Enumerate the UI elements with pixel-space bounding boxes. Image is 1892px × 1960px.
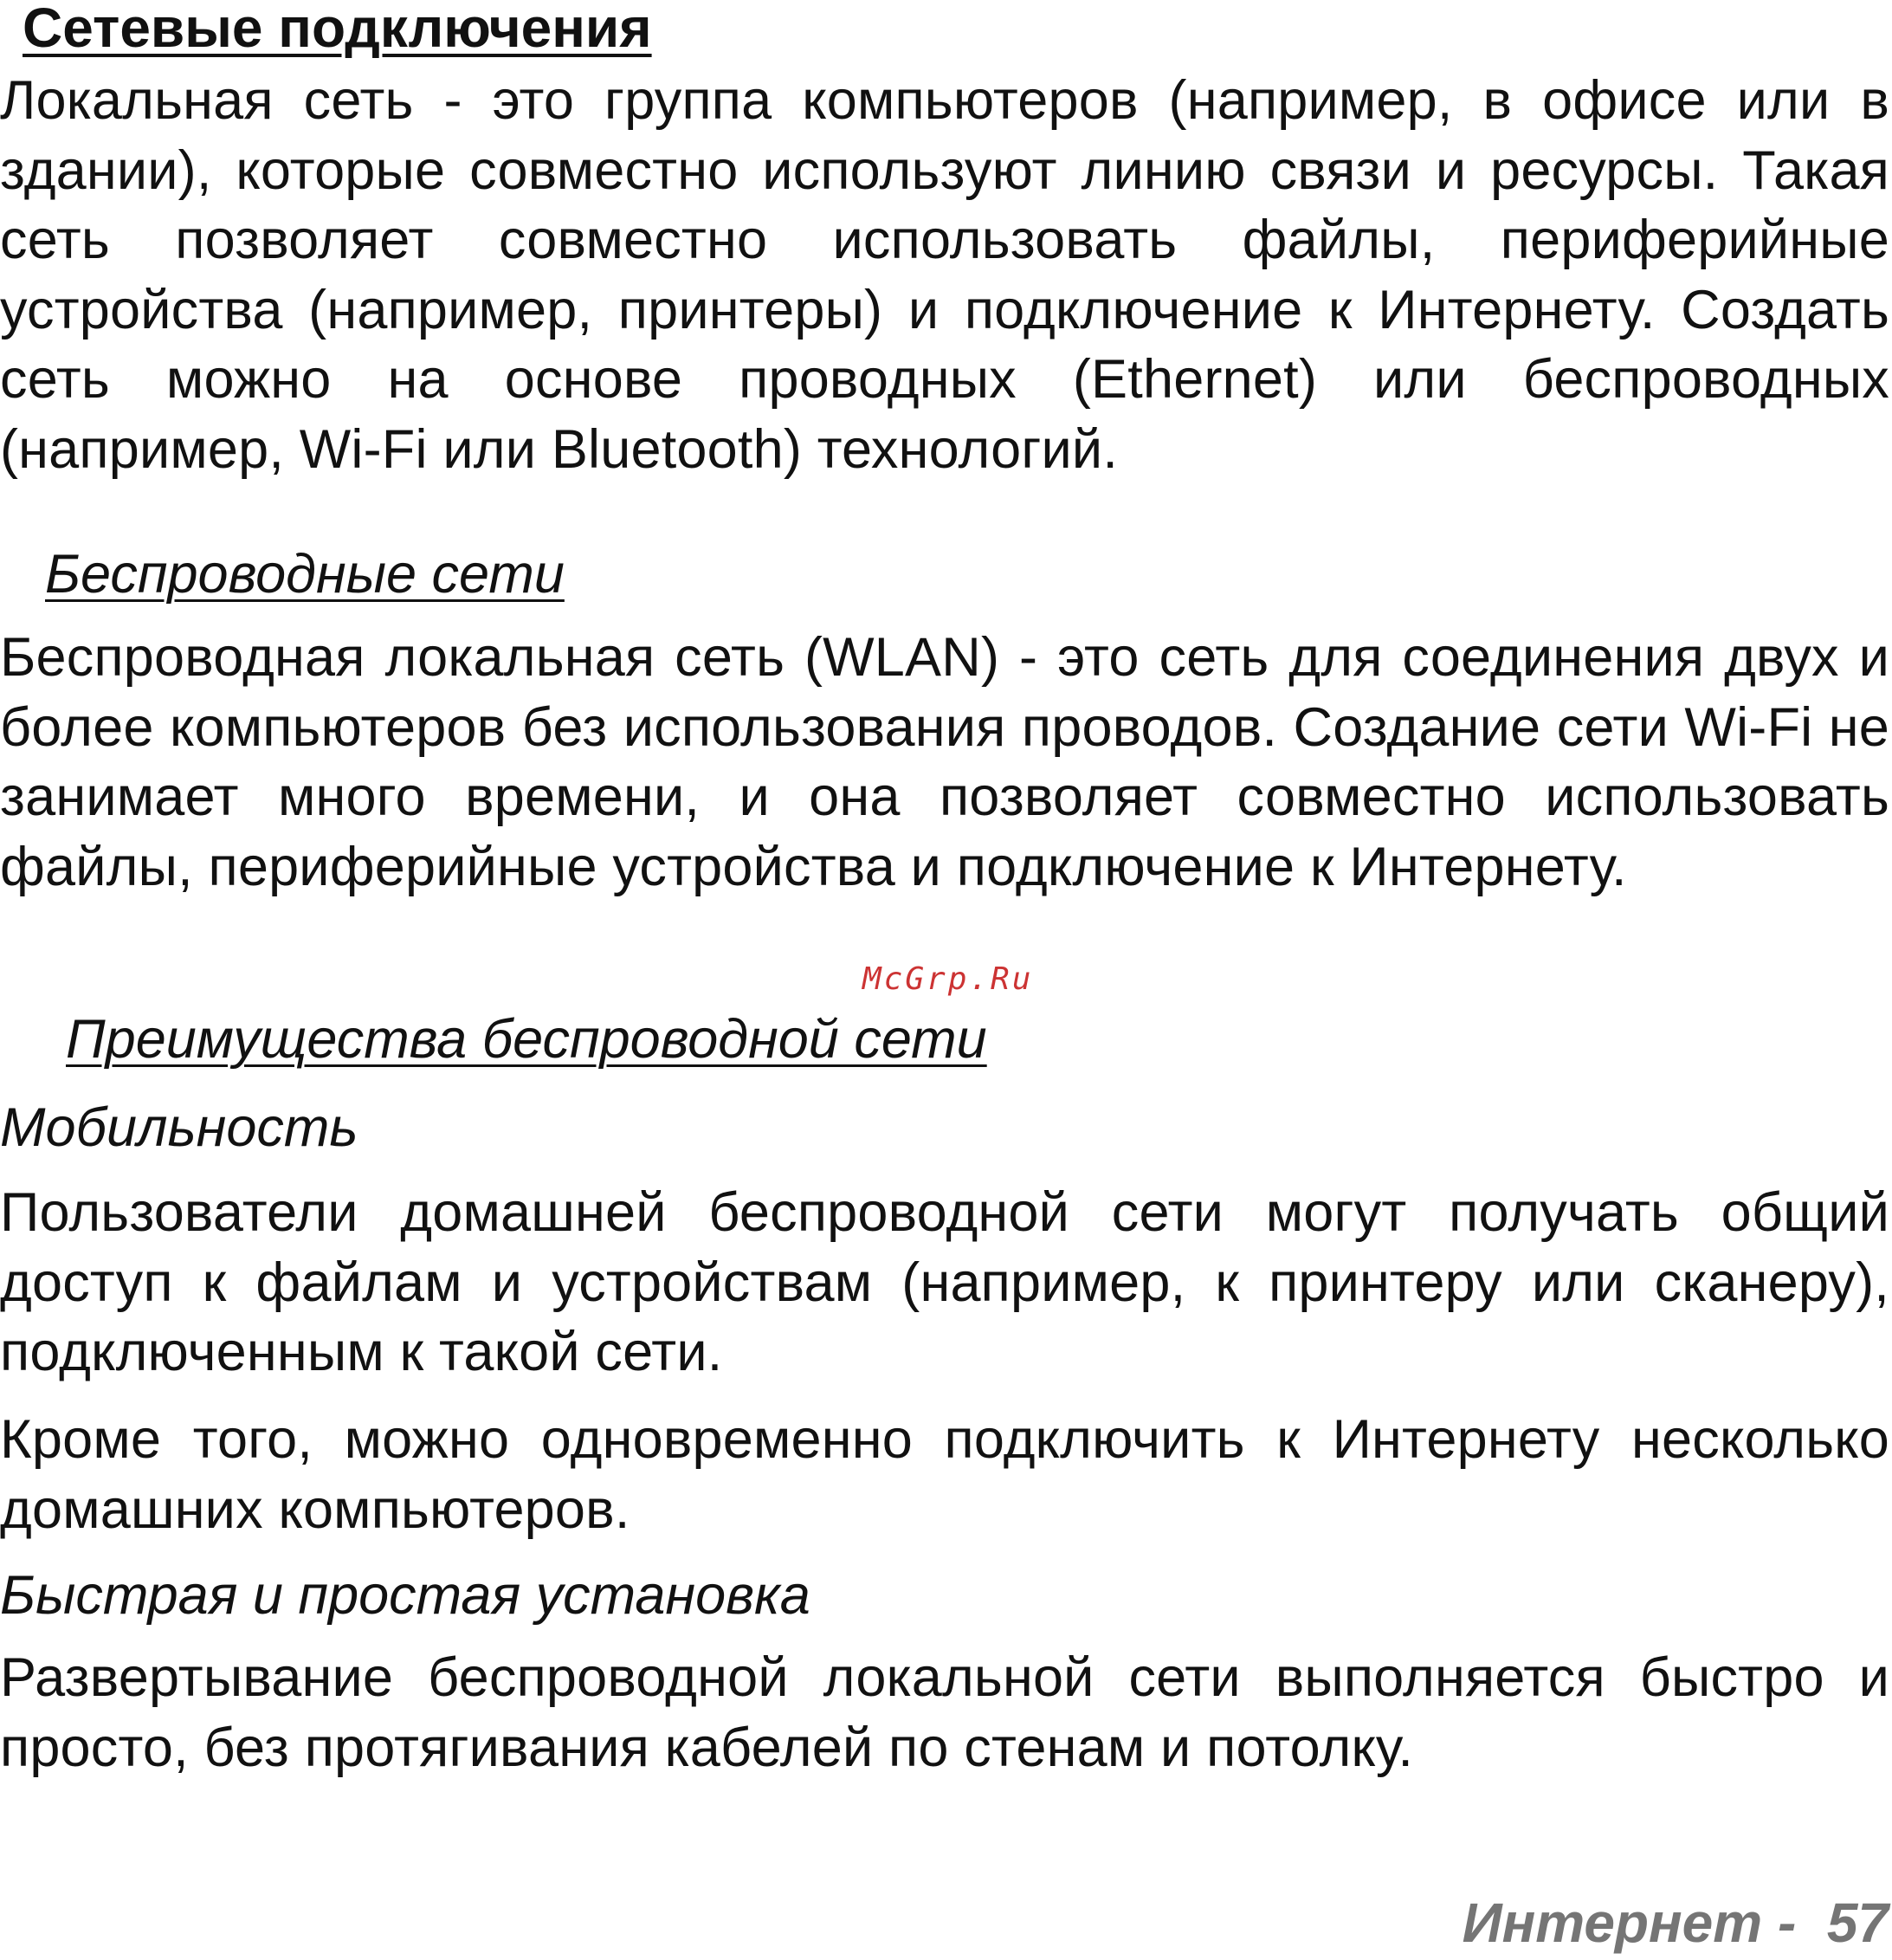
installation-heading: Быстрая и простая установка	[0, 1565, 810, 1626]
page-footer	[1463, 1888, 1889, 1957]
mobility-paragraph-1: Пользователи домашней беспроводной сети могут получать общий доступ к файлам и устройствам (например, к принтеру или сканеру), подключенным к такой сети.	[0, 1182, 1889, 1382]
wireless-paragraph: Беспроводная локальная сеть (WLAN) - это сеть для соединения двух и более компьютеров без использования проводов. Создание сети Wi-Fi не занимает много времени, и она позволяет совместно использовать файлы, периферийные устройства и подключение к Интернету.	[0, 627, 1889, 897]
wireless-networks-heading: Беспроводные сети	[45, 544, 565, 605]
mobility-heading: Мобильность	[0, 1097, 358, 1158]
watermark-text: McGrp.Ru	[862, 961, 1034, 997]
advantages-heading: Преимущества беспроводной сети	[66, 1009, 987, 1070]
mobility-paragraph-2: Кроме того, можно одновременно подключить к Интернету несколько домашних компьютеров.	[0, 1409, 1889, 1540]
footer-chapter: Интернет -	[1462, 1892, 1797, 1954]
page-number: 57	[1826, 1892, 1889, 1954]
intro-paragraph: Локальная сеть - это группа компьютеров (например, в офисе или в здании), которые совместно используют линию связи и ресурсы. Такая сеть позволяет совместно использовать файлы, периферийные устройства (например, принтеры) и подключение к Интернету. Создать сеть можно на основе проводных (Ethernet) или беспроводных (например, Wi-Fi или Bluetooth) технологий.	[0, 70, 1889, 480]
installation-paragraph: Развертывание беспроводной локальной сети выполняется быстро и просто, без протягивания кабелей по стенам и потолку.	[0, 1647, 1889, 1778]
section-title: Сетевые подключения	[23, 0, 652, 59]
